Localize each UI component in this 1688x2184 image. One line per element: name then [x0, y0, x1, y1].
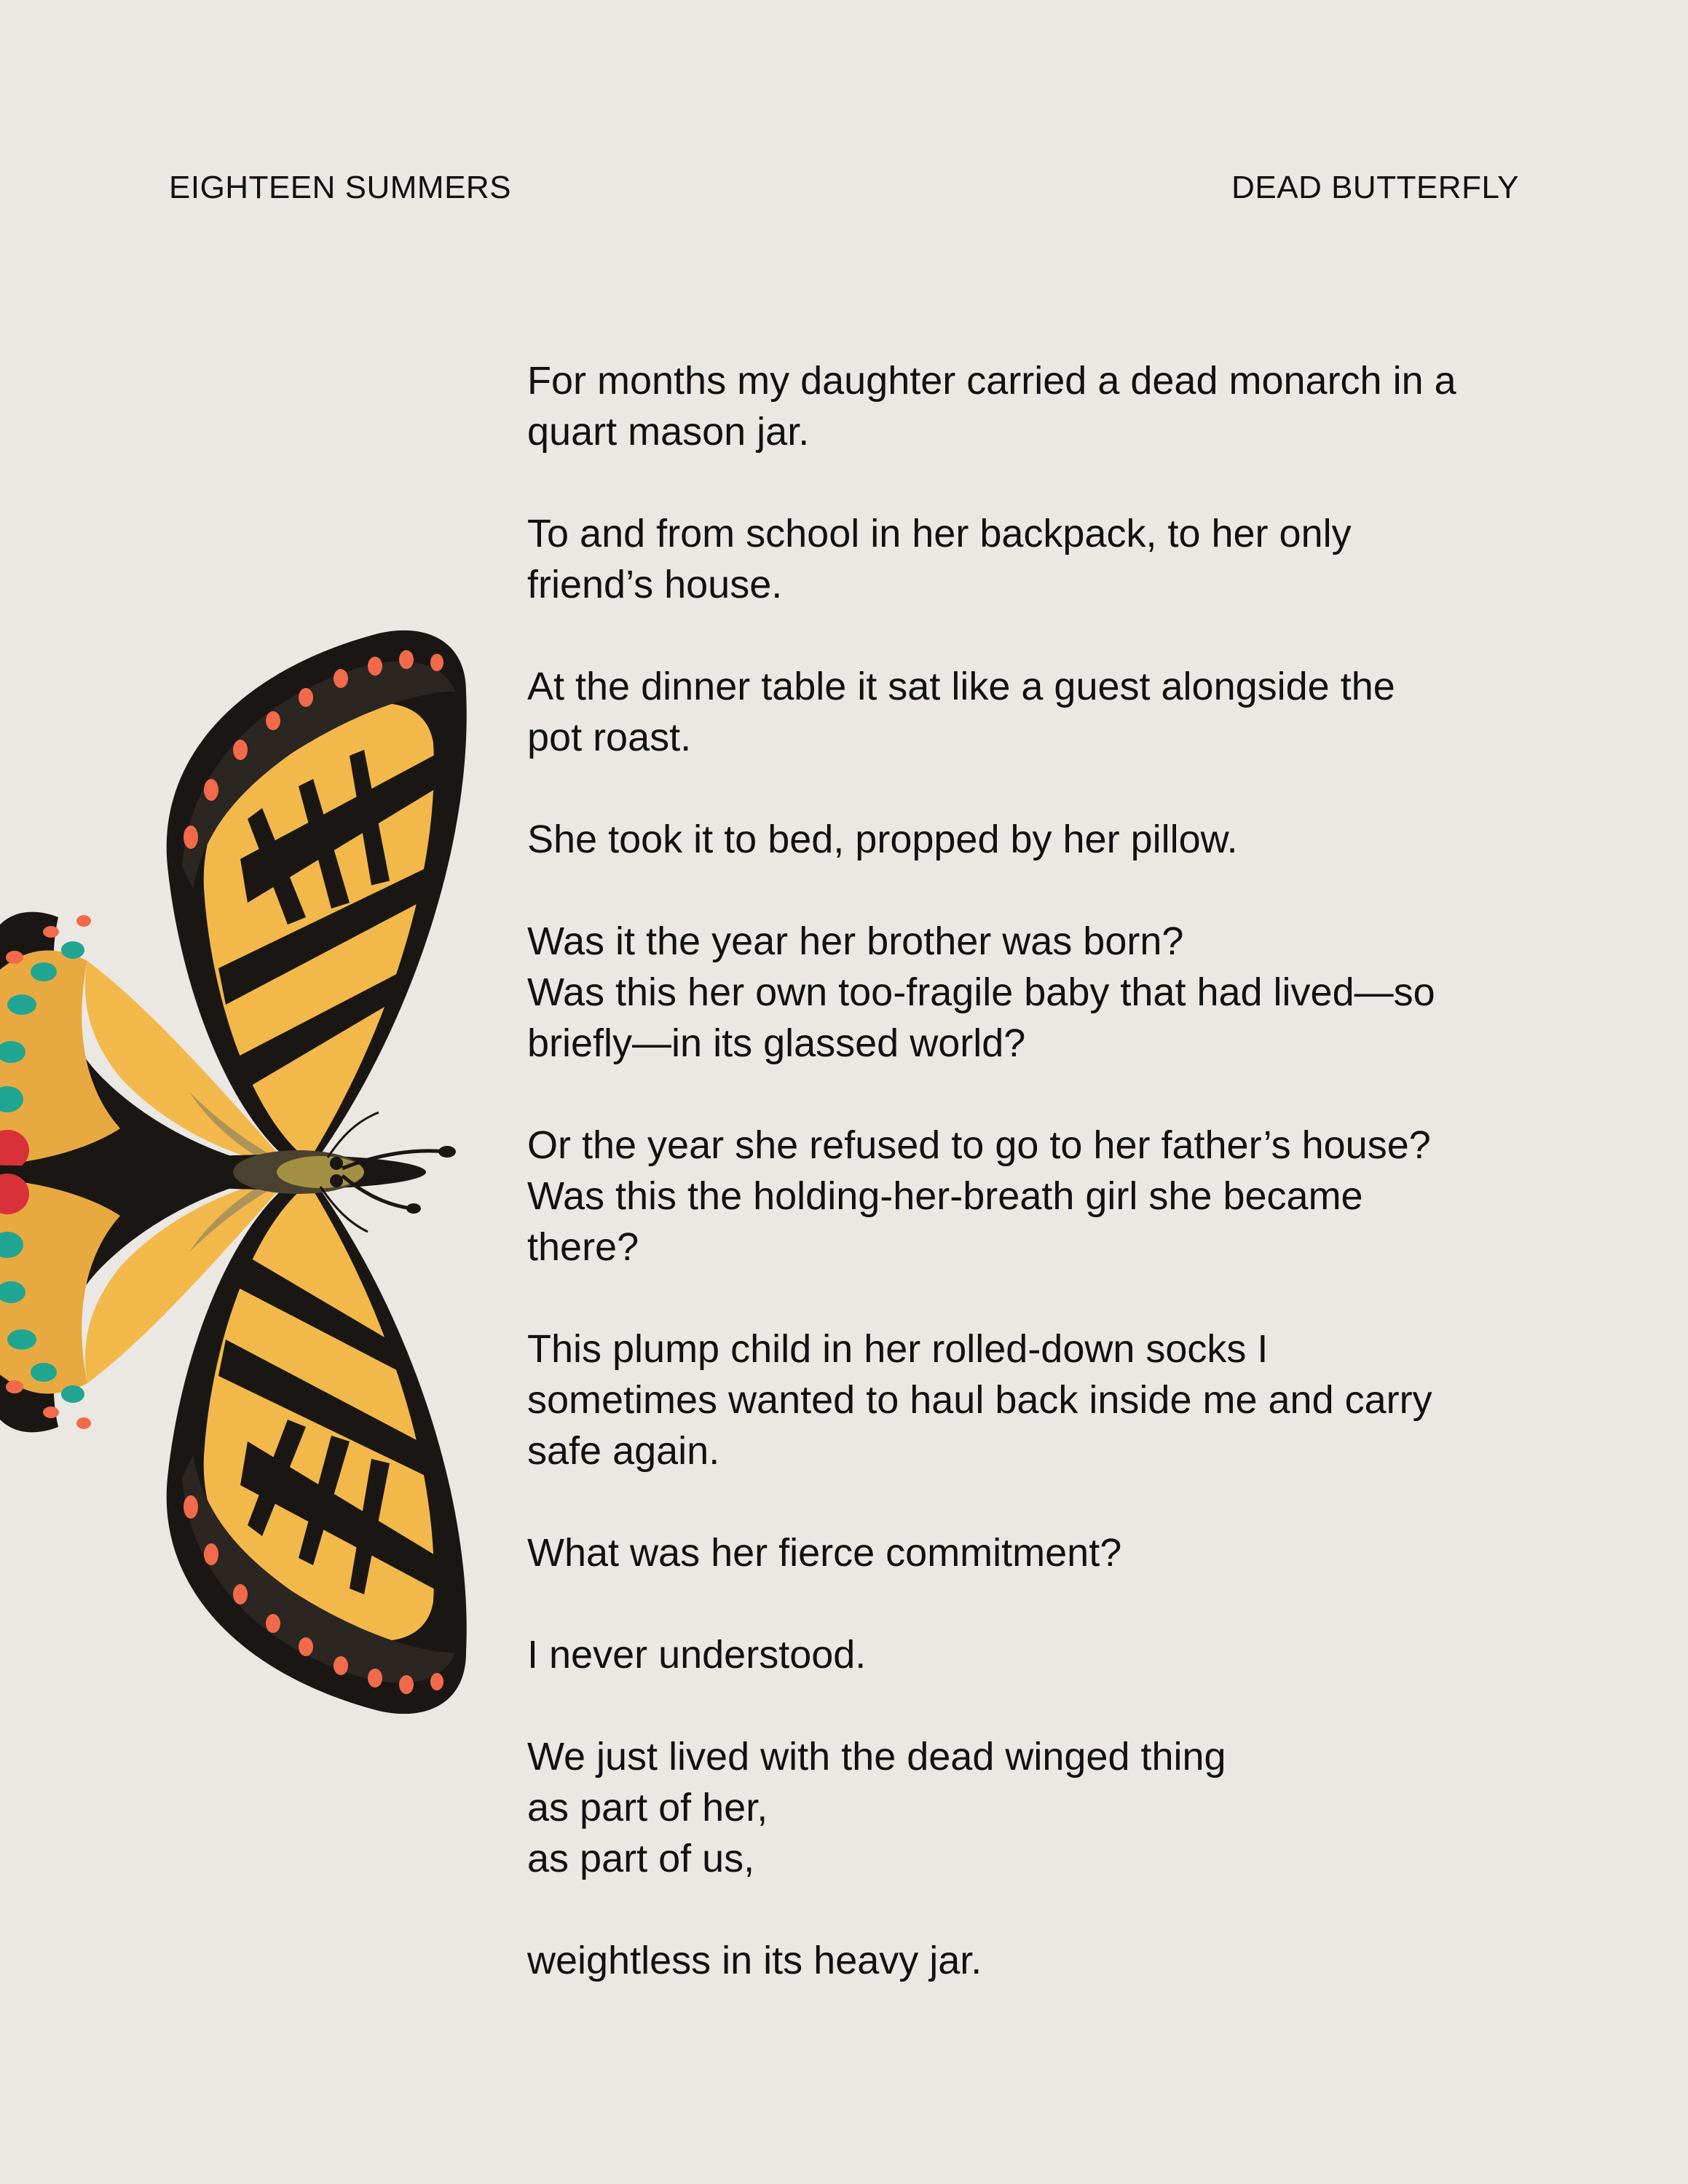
- butterfly-illustration: [0, 626, 481, 1718]
- poem-line: quart mason jar.: [527, 410, 810, 454]
- poem-stanza: [527, 1120, 1532, 1273]
- poem-stanza: [527, 508, 1532, 610]
- poem-line: To and from school in her backpack, to her only: [527, 512, 1352, 555]
- poem-line: For months my daughter carried a dead monarch in a: [527, 359, 1456, 403]
- poem-line: I never understood.: [527, 1633, 867, 1677]
- poem-line: Was this her own too-fragile baby that had lived—so: [527, 970, 1435, 1014]
- poem-stanza: [527, 1731, 1532, 1884]
- poem-line: sometimes wanted to haul back inside me and carry: [527, 1378, 1432, 1422]
- poem-line: She took it to bed, propped by her pillow.: [527, 818, 1238, 861]
- running-header-poem-title: DEAD BUTTERFLY: [1231, 170, 1519, 205]
- poem-line: friend’s house.: [527, 563, 783, 606]
- poem-stanza: [527, 1629, 1532, 1680]
- poem-stanza: [527, 1324, 1532, 1476]
- poem-line: This plump child in her rolled-down socks I: [527, 1327, 1269, 1371]
- poem-stanza: [527, 355, 1532, 457]
- poem-line: We just lived with the dead winged thing: [527, 1735, 1226, 1779]
- poem-stanza: [527, 916, 1532, 1069]
- poem-stanza: [527, 1527, 1532, 1578]
- poem-stanza: [527, 1935, 1532, 1986]
- poem-stanza: [527, 661, 1532, 763]
- poem-line: Was this the holding-her-breath girl she became: [527, 1174, 1363, 1218]
- poem-line: pot roast.: [527, 716, 692, 759]
- poem-stanza: [527, 814, 1532, 865]
- poem-line: Was it the year her brother was born?: [527, 919, 1184, 963]
- poem-line: briefly—in its glassed world?: [527, 1021, 1026, 1065]
- poem-line: What was her fierce commitment?: [527, 1531, 1122, 1575]
- poem-line: weightless in its heavy jar.: [527, 1939, 982, 1982]
- running-header-book-title: EIGHTEEN SUMMERS: [169, 170, 512, 205]
- poem-line: there?: [527, 1225, 639, 1269]
- poem-line: safe again.: [527, 1429, 720, 1473]
- poem-line: as part of us,: [527, 1837, 755, 1880]
- poem-body: [527, 355, 1532, 2037]
- poem-line: At the dinner table it sat like a guest alongside the: [527, 665, 1395, 708]
- poem-line: as part of her,: [527, 1786, 768, 1829]
- poem-line: Or the year she refused to go to her father’s house?: [527, 1123, 1431, 1167]
